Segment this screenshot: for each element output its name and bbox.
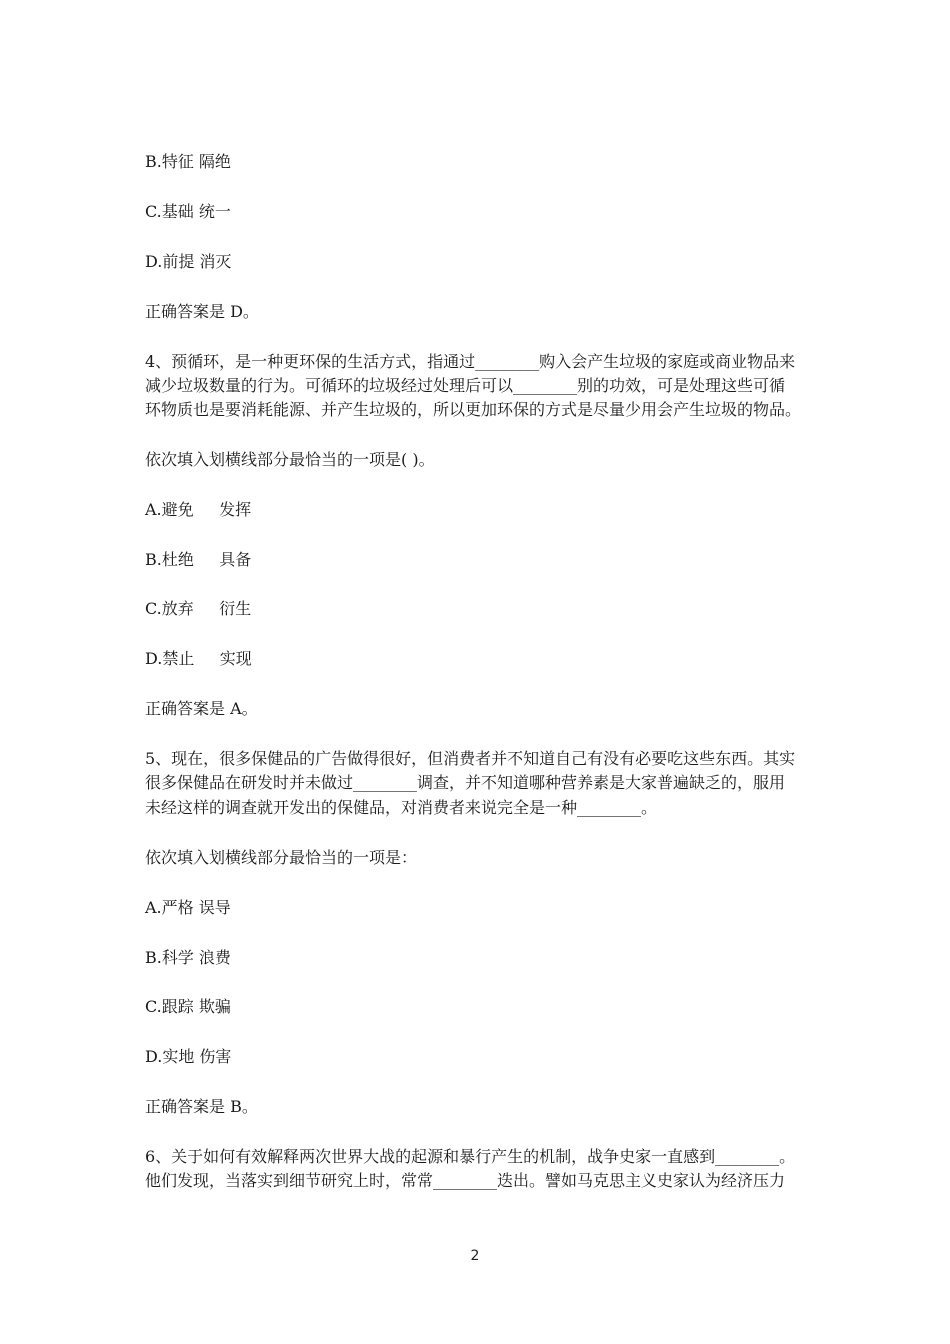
q4-option-d: D.禁止 实现: [145, 649, 252, 668]
q6-text-line-1: 6、关于如何有效解释两次世界大战的起源和暴行产生的机制，战争史家一直感到________。: [145, 1147, 796, 1166]
q4-text-line-2: 减少垃圾数量的行为。可循环的垃圾经过处理后可以________别的功效，可是处理这些可循: [145, 376, 786, 395]
q4-prompt: 依次填入划横线部分最恰当的一项是( )。: [145, 450, 435, 469]
page-number: 2: [470, 1248, 480, 1264]
q4-option-a: A.避免 发挥: [145, 500, 252, 519]
q4-option-c: C.放弃 衍生: [145, 599, 252, 618]
q4-text-line-1: 4、预循环，是一种更环保的生活方式，指通过________购入会产生垃圾的家庭或商业物品来: [145, 352, 796, 371]
q3-option-d: D.前提 消灭: [145, 252, 232, 271]
q5-prompt: 依次填入划横线部分最恰当的一项是：: [145, 848, 418, 867]
q5-text-line-2: 很多保健品在研发时并未做过________调查，并不知道哪种营养素是大家普遍缺乏的，服用: [145, 773, 786, 792]
q4-text-line-3: 环物质也是要消耗能源、并产生垃圾的，所以更加环保的方式是尽量少用会产生垃圾的物品。: [145, 400, 802, 419]
q3-option-b: B.特征 隔绝: [145, 152, 231, 171]
q5-answer: 正确答案是 B。: [145, 1097, 258, 1116]
q5-option-b: B.科学 浪费: [145, 948, 231, 967]
q4-option-b: B.杜绝 具备: [145, 550, 252, 569]
q5-option-d: D.实地 伤害: [145, 1047, 232, 1066]
q5-option-c: C.跟踪 欺骗: [145, 997, 231, 1016]
q3-answer: 正确答案是 D。: [145, 302, 259, 321]
q5-option-a: A.严格 误导: [145, 898, 231, 917]
q4-answer: 正确答案是 A。: [145, 699, 258, 718]
q3-option-c: C.基础 统一: [145, 202, 231, 221]
q5-text-line-1: 5、现在，很多保健品的广告做得很好，但消费者并不知道自己有没有必要吃这些东西。其实: [145, 749, 796, 768]
q5-text-line-3: 未经这样的调查就开发出的保健品，对消费者来说完全是一种________。: [145, 798, 658, 817]
q6-text-line-2: 他们发现，当落实到细节研究上时，常常________迭出。譬如马克思主义史家认为经济压力: [145, 1171, 786, 1190]
